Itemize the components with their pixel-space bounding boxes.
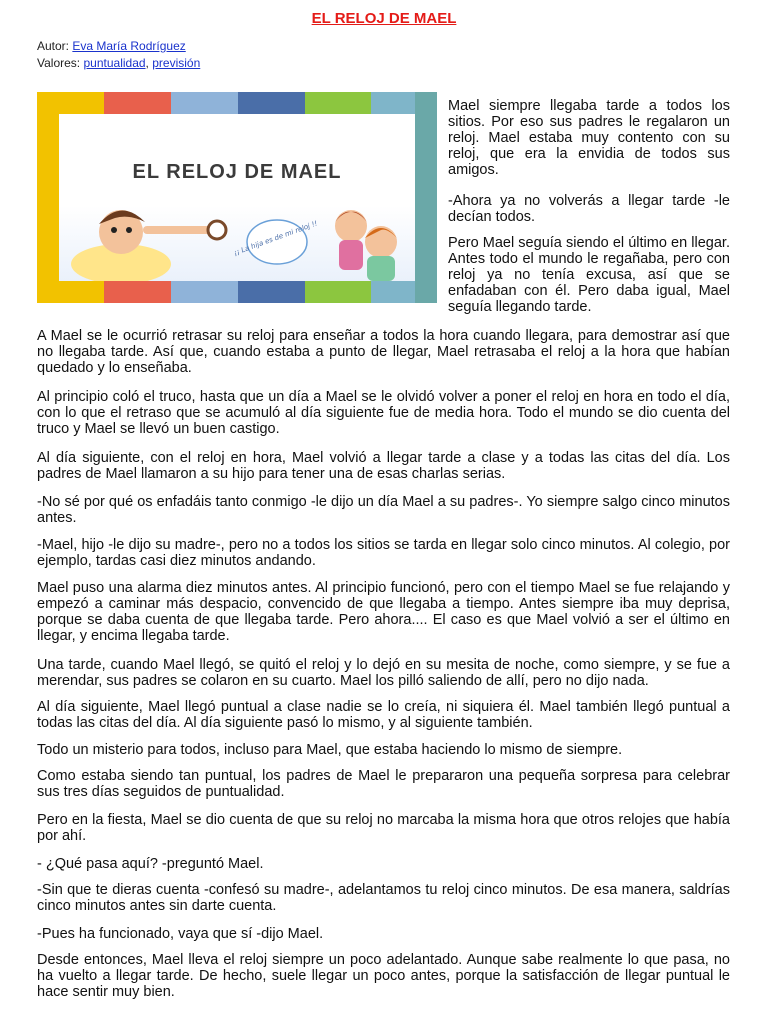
- values-separator: ,: [145, 56, 149, 70]
- cover-stripe-top-5: [305, 92, 371, 114]
- cover-stripe-top-2: [104, 92, 171, 114]
- paragraph-7: -No sé por qué os enfadáis tanto conmigo -le dijo un día Mael a su padres-. Yo siempre salgo cinco minutos antes.: [37, 494, 730, 526]
- cover-left-bar: [37, 92, 59, 303]
- values-label: Valores:: [37, 56, 81, 70]
- speech-bubble-text: ¡¡ La hija es de mi reloj !!: [232, 219, 319, 258]
- second-boy-body: [367, 256, 395, 281]
- story-title: EL RELOJ DE MAEL: [311, 10, 457, 27]
- paragraph-4: A Mael se le ocurrió retrasar su reloj para enseñar a todos la hora cuando llegara, para demostrar así que no llegaba tarde. Así que, cuando estaba a punto de llegar, Mael retrasaba el reloj a la hora que habían quedado y lo enseñaba.: [37, 328, 730, 376]
- cover-illustration: [37, 92, 437, 303]
- value-link-prevision[interactable]: previsión: [152, 56, 201, 70]
- author-label: Autor:: [37, 39, 70, 53]
- paragraph-3: Pero Mael seguía siendo el último en llegar. Antes todo el mundo le regañaba, pero con reloj ya no tenía excusa, así que se enfadaban con él. Pero daba igual, Mael seguía llegando tarde.: [448, 235, 730, 315]
- paragraph-9: Mael puso una alarma diez minutos antes. Al principio funcionó, pero con el tiempo Mael se fue relajando y empezó a caminar más despacio, convencido de que llegaba a tiempo. Antes siempre iba muy deprisa, porque se daba cuenta de que llegaba tarde. Pero ahora.... El caso es que Mael volvió a ser el último en llegar, y encima llegaba tarde.: [37, 580, 730, 644]
- author-line: [37, 39, 186, 53]
- paragraph-11: Al día siguiente, Mael llegó puntual a clase nadie se lo creía, ni siquiera él. Mael también llegó puntual a todas las citas del día. Al día siguiente pasó lo mismo, y al siguiente también.: [37, 699, 730, 731]
- paragraph-10: Una tarde, cuando Mael llegó, se quitó el reloj y lo dejó en su mesita de noche, como siempre, y se fue a merendar, sus padres se colaron en su cuarto. Mael los pilló saliendo de allí, pero no dijo nada.: [37, 657, 730, 689]
- paragraph-8: -Mael, hijo -le dijo su madre-, pero no a todos los sitios se tarda en llegar solo cinco minutos. Al colegio, por ejemplo, tardas casi diez minutos andando.: [37, 537, 730, 569]
- paragraph-16: -Sin que te dieras cuenta -confesó su madre-, adelantamos tu reloj cinco minutos. De esa manera, saldrías cinco minutos antes sin darte cuenta.: [37, 882, 730, 914]
- cover-stripe-bottom-4: [238, 281, 305, 303]
- boy-eye-left: [111, 227, 117, 233]
- girl-body: [339, 240, 363, 270]
- paragraph-18: Desde entonces, Mael lleva el reloj siempre un poco adelantado. Aunque sabe realmente lo que pasa, no ha vuelto a llegar tarde. De hecho, suele llegar un poco antes, porque la satisfacción de llegar puntual le hace sentir muy bien.: [37, 952, 730, 1000]
- paragraph-14: Pero en la fiesta, Mael se dio cuenta de que su reloj no marcaba la misma hora que otros relojes que había por ahí.: [37, 812, 730, 844]
- author-link[interactable]: Eva María Rodríguez: [72, 39, 186, 53]
- girl-head: [335, 210, 367, 242]
- cover-stripe-bottom-3: [171, 281, 238, 303]
- paragraph-2: -Ahora ya no volverás a llegar tarde -le decían todos.: [448, 193, 730, 225]
- paragraph-17: -Pues ha funcionado, vaya que sí -dijo Mael.: [37, 926, 324, 942]
- cover-characters: [59, 114, 415, 281]
- paragraph-13: Como estaba siendo tan puntual, los padres de Mael le prepararon una pequeña sorpresa para celebrar sus tres días seguidos de puntualidad.: [37, 768, 730, 800]
- boy-eye-right: [126, 227, 132, 233]
- paragraph-12: Todo un misterio para todos, incluso para Mael, que estaba haciendo lo mismo de siempre.: [37, 742, 623, 758]
- value-link-puntualidad[interactable]: puntualidad: [83, 56, 146, 70]
- cover-stripe-top-4: [238, 92, 305, 114]
- second-boy-head: [365, 226, 397, 258]
- cover-title: EL RELOJ DE MAEL: [132, 161, 342, 183]
- cover-stripe-top-3: [171, 92, 238, 114]
- cover-panel: [59, 114, 415, 281]
- cover-stripe-bottom-2: [104, 281, 171, 303]
- paragraph-15: - ¿Qué pasa aquí? -preguntó Mael.: [37, 856, 264, 872]
- paragraph-6: Al día siguiente, con el reloj en hora, Mael volvió a llegar tarde a clase y a todas las citas del día. Los padres de Mael llamaron a su hijo para tener una de esas charlas serias.: [37, 450, 730, 482]
- clock-icon: [208, 221, 226, 239]
- cover-right-bar: [415, 92, 437, 303]
- boy-arm: [143, 226, 213, 234]
- values-line: [37, 56, 200, 70]
- cover-stripe-bottom-5: [305, 281, 371, 303]
- paragraph-5: Al principio coló el truco, hasta que un día a Mael se le olvidó volver a poner el reloj en hora en todo el día, con lo que el retraso que se acumuló al día siguiente fue de media hora. Todo el mundo se dio cuenta del truco y Mael se llevó un buen castigo.: [37, 389, 730, 437]
- paragraph-1: Mael siempre llegaba tarde a todos los sitios. Por eso sus padres le regalaron un reloj. Mael estaba muy contento con su reloj, que era la envidia de todos sus amigos.: [448, 98, 730, 178]
